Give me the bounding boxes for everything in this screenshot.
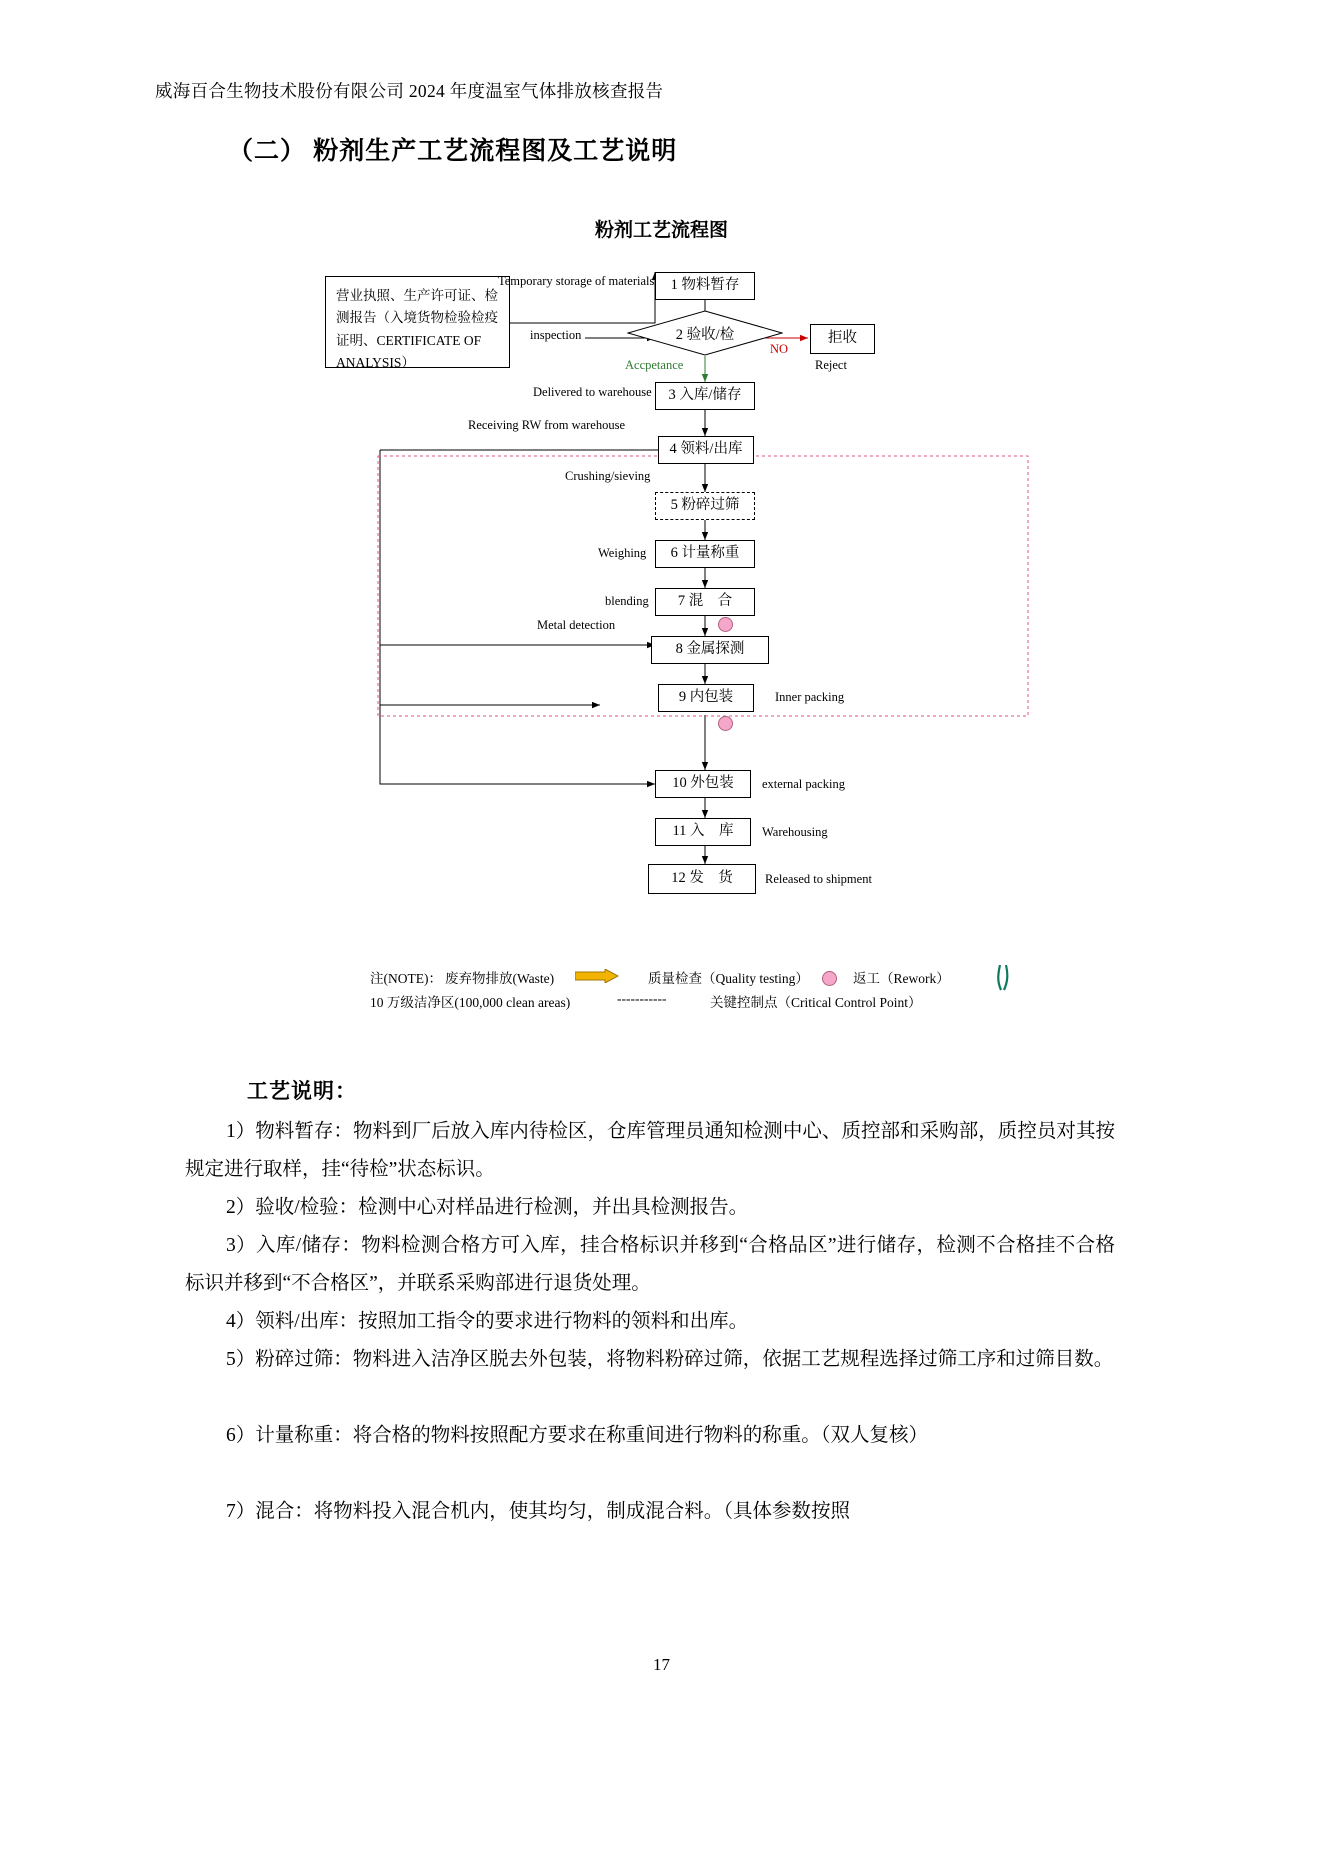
process-item-5: 5）粉碎过筛：物料进入洁净区脱去外包装，将物料粉碎过筛，依据工艺规程选择过筛工序和过筛目数。 — [225, 1349, 1114, 1370]
edge-label-no: NO — [770, 342, 789, 356]
edge-label-reject: Reject — [815, 358, 847, 372]
legend-quality-label: 质量检查（Quality testing） — [648, 971, 809, 986]
node-blending: 7 混 合 — [655, 588, 755, 616]
quality-check-dot-inner-packing — [718, 716, 733, 731]
process-item-3: 3）入库/储存：物料检测合格方可入库，挂合格标识并移到“合格品区”进行储存，检测不合格挂不合格标识并移到“不合格区”，并联系采购部进行退货处理。 — [185, 1235, 1115, 1295]
process-item-2: 2）验收/检验：检测中心对样品进行检测，并出具检测报告。 — [225, 1197, 749, 1218]
quality-check-dot-blending — [718, 617, 733, 632]
process-item-4: 4）领料/出库：按照加工指令的要求进行物料的领料和出库。 — [225, 1311, 749, 1332]
legend-clean-area-label: 10 万级洁净区(100,000 clean areas) — [370, 995, 571, 1010]
node-material-issue: 4 领料/出库 — [658, 436, 754, 464]
node-metal-detection: 8 金属探测 — [651, 636, 769, 664]
legend-row-1 — [370, 967, 1070, 991]
flowchart — [0, 250, 1323, 887]
legend-waste-label: 废弃物排放(Waste) — [445, 971, 555, 986]
node-weighing: 6 计量称重 — [655, 540, 755, 568]
legend-note-prefix: 注(NOTE)： — [370, 971, 442, 986]
waste-arrow-icon — [575, 969, 619, 987]
page-number: 17 — [653, 1655, 670, 1674]
flowchart-legend — [370, 967, 1070, 1013]
node-warehousing: 11 入 库 — [655, 818, 751, 846]
node-crushing-sieving: 5 粉碎过筛 — [655, 492, 755, 520]
edge-label-released-shipment: Released to shipment — [765, 872, 872, 886]
node-inner-packing: 9 内包装 — [658, 684, 754, 712]
edge-label-receiving-rw: Receiving RW from warehouse — [468, 418, 626, 432]
document-requirements-box: 营业执照、生产许可证、检测报告（入境货物检验检疫证明、CERTIFICATE OF ANALYSIS） — [325, 276, 510, 368]
edge-label-inspection: inspection — [530, 328, 582, 342]
edge-label-weighing: Weighing — [598, 546, 647, 560]
legend-row-2 — [370, 991, 1070, 1013]
process-description-heading: 工艺说明： — [247, 1079, 357, 1103]
node-reject: 拒收 — [810, 324, 875, 354]
edge-label-temporary-storage: Temporary storage of materials — [498, 274, 655, 288]
section-title: （二） 粉剂生产工艺流程图及工艺说明 — [228, 138, 678, 165]
node-inspection-decision — [627, 310, 783, 356]
node-shipment: 12 发 货 — [648, 864, 756, 894]
flowchart-title: 粉剂工艺流程图 — [594, 220, 728, 241]
node-inspection-label: 2 验收/检 — [675, 326, 735, 343]
legend-clean-area-dash: ----------- — [617, 991, 667, 1006]
edge-label-metal-detection: Metal detection — [537, 618, 616, 632]
edge-label-warehousing: Warehousing — [762, 825, 828, 839]
edge-label-blending: blending — [605, 594, 649, 608]
process-item-1: 1）物料暂存：物料到厂后放入库内待检区，仓库管理员通知检测中心、质控部和采购部，质控员对其按规定进行取样，挂“待检”状态标识。 — [185, 1121, 1115, 1181]
legend-ccp-label: 关键控制点（Critical Control Point） — [710, 995, 922, 1010]
quality-dot-icon — [822, 971, 837, 990]
process-item-7: 7）混合：将物料投入混合机内，使其均匀，制成混合料。（具体参数按照 — [225, 1501, 850, 1522]
edge-label-delivered-warehouse: Delivered to warehouse — [533, 385, 652, 399]
node-warehouse-in: 3 入库/储存 — [655, 382, 755, 410]
edge-label-inner-packing: Inner packing — [775, 690, 845, 704]
process-item-6: 6）计量称重：将合格的物料按照配方要求在称重间进行物料的称重。（双人复核） — [225, 1425, 928, 1446]
edge-label-crushing-sieving: Crushing/sieving — [565, 469, 651, 483]
legend-rework-label: 返工（Rework） — [853, 971, 950, 986]
edge-label-acceptance: Accpetance — [625, 358, 684, 372]
running-head: 威海百合生物技术股份有限公司 2024 年度温室气体排放核查报告 — [155, 81, 664, 101]
node-material-temp-storage: 1 物料暂存 — [655, 272, 755, 300]
edge-label-external-packing: external packing — [762, 777, 845, 791]
node-external-packing: 10 外包装 — [655, 770, 751, 798]
